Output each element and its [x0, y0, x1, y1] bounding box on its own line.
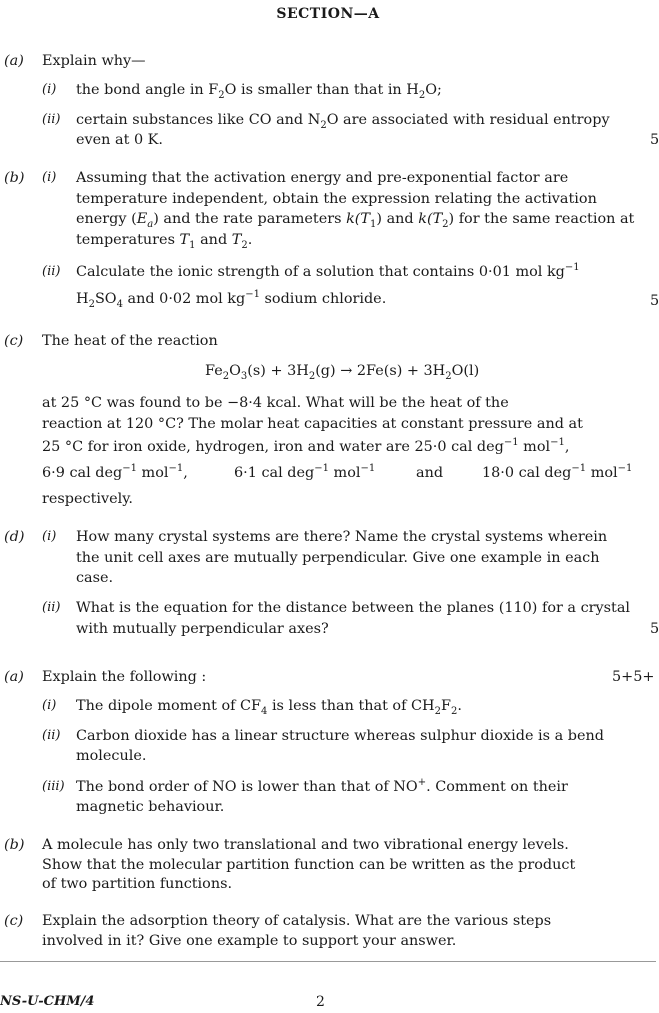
q1b-marks: 5 — [650, 293, 659, 309]
q2a-ii-label: (ii) — [42, 728, 61, 743]
q1c-line4-and: and — [416, 465, 444, 481]
q1a-i-text: the bond angle in $F_2O$ is smaller than that in $H_2O$; — [76, 82, 442, 101]
q1c-label: (c) — [4, 333, 24, 349]
q1a-intro: Explain why— — [42, 53, 146, 69]
q1a-ii-line2: even at 0 K. — [76, 132, 163, 148]
q2a-intro: Explain the following : — [42, 669, 207, 685]
q1d-i-line2: the unit cell axes are mutually perpendicular. Give one example in each — [76, 550, 600, 566]
q1d-i-label: (i) — [42, 529, 57, 544]
q1d-marks: 5 — [650, 621, 659, 637]
q1c-line4-val3: 18·0 cal deg$^{-1}$ mol$^{-1}$ — [482, 463, 633, 481]
q1c-line4-val2: 6·1 cal deg$^{-1}$ mol$^{-1}$ — [234, 463, 376, 481]
q1d-ii-line1: What is the equation for the distance between the planes (110) for a crystal — [76, 600, 631, 616]
q1c-line5: respectively. — [42, 491, 133, 507]
q2a-ii-line1: Carbon dioxide has a linear structure whereas sulphur dioxide is a bend — [76, 728, 604, 744]
q2a-iii-line1: The bond order of NO is lower than that of NO+. Comment on their — [76, 777, 568, 795]
q1a-label: (a) — [4, 53, 24, 69]
q1c-line3: 25 °C for iron oxide, hydrogen, iron and water are 25·0 cal deg$^{-1}$ mol$^{-1}$, — [42, 437, 570, 455]
q1d-ii-label: (ii) — [42, 600, 61, 615]
q1c-line4-val1: 6·9 cal deg$^{-1}$ mol$^{-1}$, — [42, 463, 188, 481]
q1b-i-label: (i) — [42, 170, 57, 185]
page-number: 2 — [316, 994, 325, 1010]
q1c-line2: reaction at 120 °C? The molar heat capacities at constant pressure and at — [42, 416, 583, 432]
q1a-ii-label: (ii) — [42, 112, 61, 127]
q1d-i-line3: case. — [76, 570, 114, 586]
q1a-ii-line1: certain substances like CO and $N_2O$ are associated with residual entropy — [76, 112, 610, 131]
q2b-line2: Show that the molecular partition function can be written as the product — [42, 857, 576, 873]
q1b-i-line4: temperatures $T_1$ and $T_2$. — [76, 232, 253, 251]
q2b-line3: of two partition functions. — [42, 876, 233, 892]
q2a-label: (a) — [4, 669, 24, 685]
q1a-i-label: (i) — [42, 82, 57, 97]
q2a-ii-line2: molecule. — [76, 748, 147, 764]
q2c-label: (c) — [4, 913, 24, 929]
q2a-marks: 5+5+ — [612, 669, 655, 685]
q2c-line1: Explain the adsorption theory of catalysis. What are the various steps — [42, 913, 552, 929]
q1a-marks: 5 — [650, 132, 659, 148]
q1b-ii-line2: $H_2SO_4$ and 0·02 mol $kg^{-1}$ sodium chloride. — [76, 289, 387, 310]
q1d-i-line1: How many crystal systems are there? Name the crystal systems wherein — [76, 529, 608, 545]
q1d-label: (d) — [4, 529, 25, 545]
footer-code: NS-U-CHM/4 — [0, 994, 95, 1009]
q1b-i-line2: temperature independent, obtain the expression relating the activation — [76, 191, 597, 207]
q1c-line1: at 25 °C was found to be −8·4 kcal. What will be the heat of the — [42, 395, 509, 411]
q1b-label: (b) — [4, 170, 25, 186]
q2b-label: (b) — [4, 837, 25, 853]
q1b-i-line3: energy $(E_a)$ and the rate parameters $k(T_1)$ and $k(T_2)$ for the same reaction at — [76, 211, 635, 230]
q2a-i-label: (i) — [42, 698, 57, 713]
section-title: SECTION—A — [276, 6, 380, 22]
q2a-iii-label: (iii) — [42, 779, 65, 794]
q2a-i-text: The dipole moment of $CF_4$ is less than that of $CH_2F_2$. — [76, 698, 462, 717]
q1b-ii-label: (ii) — [42, 264, 61, 279]
footer-divider — [0, 961, 656, 962]
q1c-equation: $Fe_2O_3(s) + 3H_2(g) \to 2Fe(s) + 3H_2O(l)$ — [205, 363, 480, 382]
q2b-line1: A molecule has only two translational and two vibrational energy levels. — [42, 837, 569, 853]
q1c-intro: The heat of the reaction — [42, 333, 218, 349]
q2a-iii-line2: magnetic behaviour. — [76, 799, 225, 815]
q1b-ii-line1: Calculate the ionic strength of a solution that contains 0·01 mol $kg^{-1}$ — [76, 262, 580, 280]
q1b-i-line1: Assuming that the activation energy and pre-exponential factor are — [76, 170, 569, 186]
q1d-ii-line2: with mutually perpendicular axes? — [76, 621, 329, 637]
q2c-line2: involved in it? Give one example to support your answer. — [42, 933, 457, 949]
